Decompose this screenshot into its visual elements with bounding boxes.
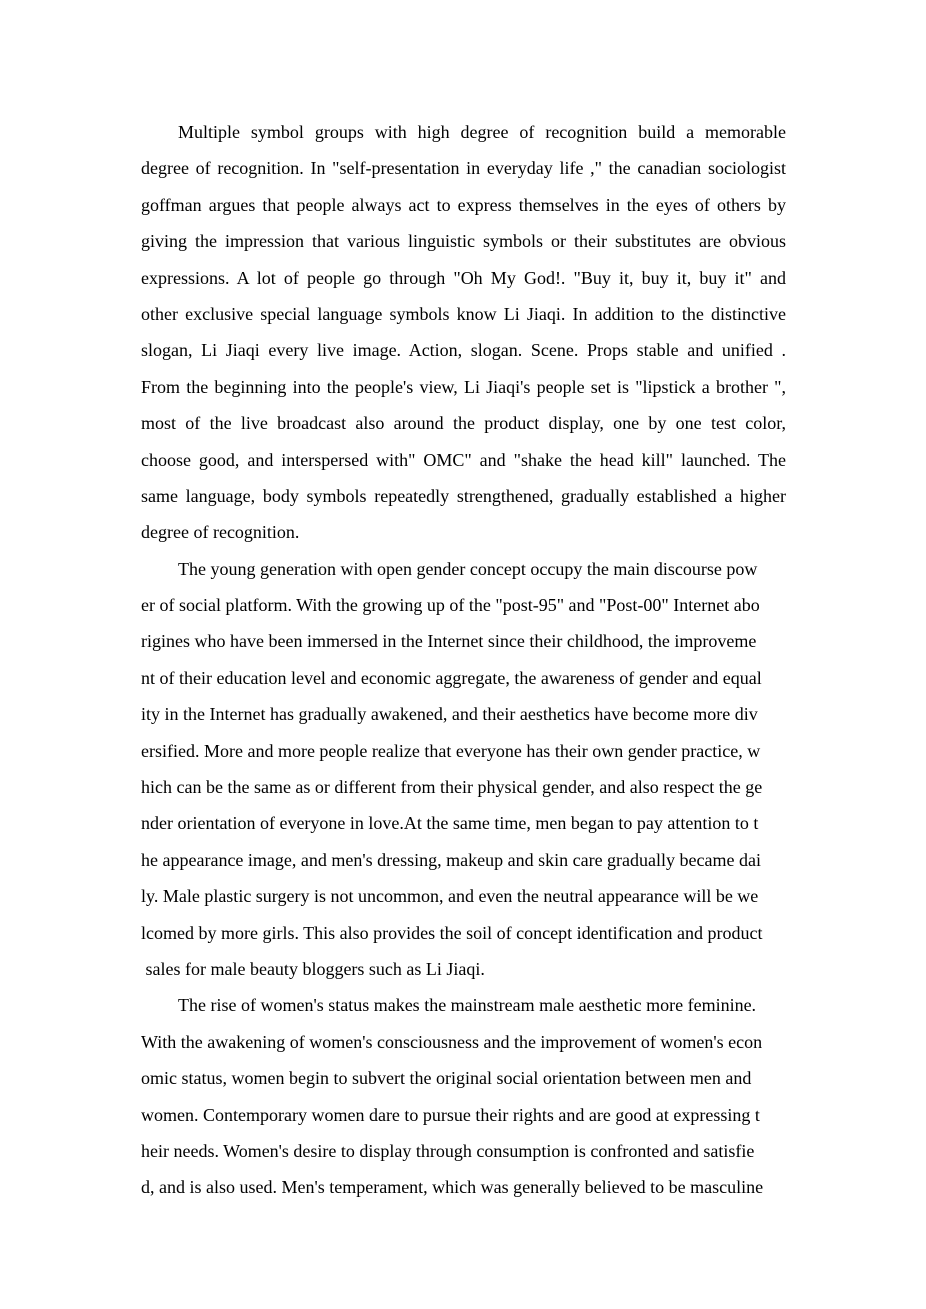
text-line: nder orientation of everyone in love.At the same time, men began to pay attention to t xyxy=(141,813,759,834)
paragraph-1 xyxy=(141,114,786,551)
document-page xyxy=(141,114,786,1206)
text-line: degree of recognition. In "self-presentation in everyday life ," the canadian sociologist xyxy=(141,158,786,179)
text-line: er of social platform. With the growing up of the "post-95" and "Post-00" Internet abo xyxy=(141,595,760,616)
paragraph-2 xyxy=(141,551,786,988)
text-line: nt of their education level and economic aggregate, the awareness of gender and equal xyxy=(141,667,762,688)
text-line: lcomed by more girls. This also provides the soil of concept identification and product xyxy=(141,922,763,943)
text-line: ly. Male plastic surgery is not uncommon, and even the neutral appearance will be we xyxy=(141,886,759,907)
text-line: choose good, and interspersed with" OMC" and "shake the head kill" launched. The xyxy=(141,449,786,470)
text-line: same language, body symbols repeatedly strengthened, gradually established a higher xyxy=(141,485,786,506)
text-line: d, and is also used. Men's temperament, which was generally believed to be masculine xyxy=(141,1177,764,1198)
text-line: degree of recognition. xyxy=(141,522,300,543)
text-line: With the awakening of women's consciousness and the improvement of women's econ xyxy=(141,1031,763,1052)
text-line: omic status, women begin to subvert the original social orientation between men and xyxy=(141,1068,752,1089)
text-line: hich can be the same as or different from their physical gender, and also respect the ge xyxy=(141,777,763,798)
text-line: expressions. A lot of people go through "Oh My God!. "Buy it, buy it, buy it" and xyxy=(141,267,786,288)
text-line: ersified. More and more people realize that everyone has their own gender practice, w xyxy=(141,740,761,761)
text-line: The rise of women's status makes the mainstream male aesthetic more feminine. xyxy=(178,995,757,1016)
text-line: giving the impression that various linguistic symbols or their substitutes are obvious xyxy=(141,231,786,252)
text-line: goffman argues that people always act to express themselves in the eyes of others by xyxy=(141,194,786,215)
text-line: sales for male beauty bloggers such as Li Jiaqi. xyxy=(141,958,485,979)
text-line: The young generation with open gender concept occupy the main discourse pow xyxy=(178,558,758,579)
text-line: he appearance image, and men's dressing, makeup and skin care gradually became dai xyxy=(141,849,761,870)
text-line: rigines who have been immersed in the Internet since their childhood, the improveme xyxy=(141,631,757,652)
text-line: women. Contemporary women dare to pursue their rights and are good at expressing t xyxy=(141,1104,760,1125)
text-line: slogan, Li Jiaqi every live image. Action, slogan. Scene. Props stable and unified . xyxy=(141,340,786,361)
text-line: heir needs. Women's desire to display through consumption is confronted and satisfie xyxy=(141,1140,755,1161)
paragraph-3 xyxy=(141,987,786,1205)
text-line: other exclusive special language symbols know Li Jiaqi. In addition to the distinctive xyxy=(141,303,786,324)
text-line: most of the live broadcast also around the product display, one by one test color, xyxy=(141,413,786,434)
text-line: Multiple symbol groups with high degree of recognition build a memorable xyxy=(178,122,786,142)
text-line: From the beginning into the people's view, Li Jiaqi's people set is "lipstick a brother ", xyxy=(141,376,786,397)
text-line: ity in the Internet has gradually awakened, and their aesthetics have become more div xyxy=(141,704,758,725)
